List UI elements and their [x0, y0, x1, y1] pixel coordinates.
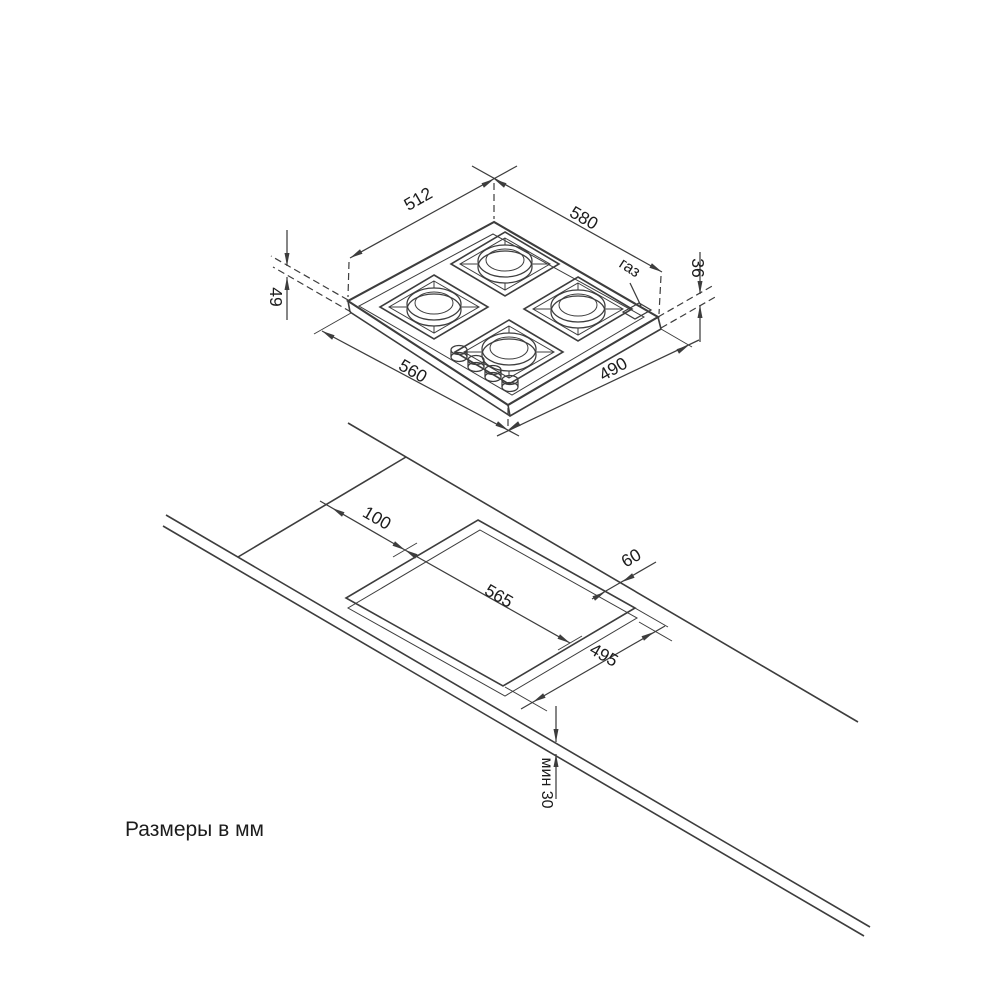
units-note: Размеры в мм	[125, 818, 264, 841]
dim-label-36: 36	[688, 258, 708, 278]
dim-label-565: 565	[481, 579, 517, 612]
dim-label-min-30: мин 30	[538, 757, 555, 809]
dim-label-495: 495	[586, 638, 622, 671]
dim-label-580: 580	[566, 201, 602, 234]
burner-left	[380, 275, 488, 339]
worktop-back-edge	[348, 423, 858, 722]
dim-label-512: 512	[400, 182, 436, 215]
cutout-edge-extension	[635, 608, 668, 627]
burner-rear	[451, 232, 559, 296]
worktop-cutout-view	[163, 423, 870, 936]
dimension-min-30	[538, 706, 559, 809]
cutout-opening	[346, 520, 635, 686]
dimension-36	[658, 252, 717, 342]
dimension-565	[405, 550, 582, 650]
dim-label-49: 49	[266, 287, 286, 307]
dimension-512	[348, 166, 517, 297]
cutout-inner-edge	[348, 530, 637, 696]
worktop-bottom-edge	[163, 526, 864, 936]
dimension-49	[266, 230, 351, 320]
dim-label-60: 60	[617, 544, 645, 572]
dim-label-490: 490	[595, 352, 631, 385]
knob-icon	[468, 356, 484, 372]
hob-right-corner-edge	[658, 317, 661, 329]
hob-isometric-view	[266, 166, 717, 436]
dim-label-560: 560	[395, 354, 431, 387]
burner-right	[524, 277, 632, 341]
gas-label: газ	[615, 255, 644, 282]
dimension-100	[320, 501, 417, 557]
worktop-front-edge	[166, 515, 870, 927]
worktop-left-end-edge	[238, 457, 406, 557]
dim-label-100: 100	[359, 501, 395, 534]
